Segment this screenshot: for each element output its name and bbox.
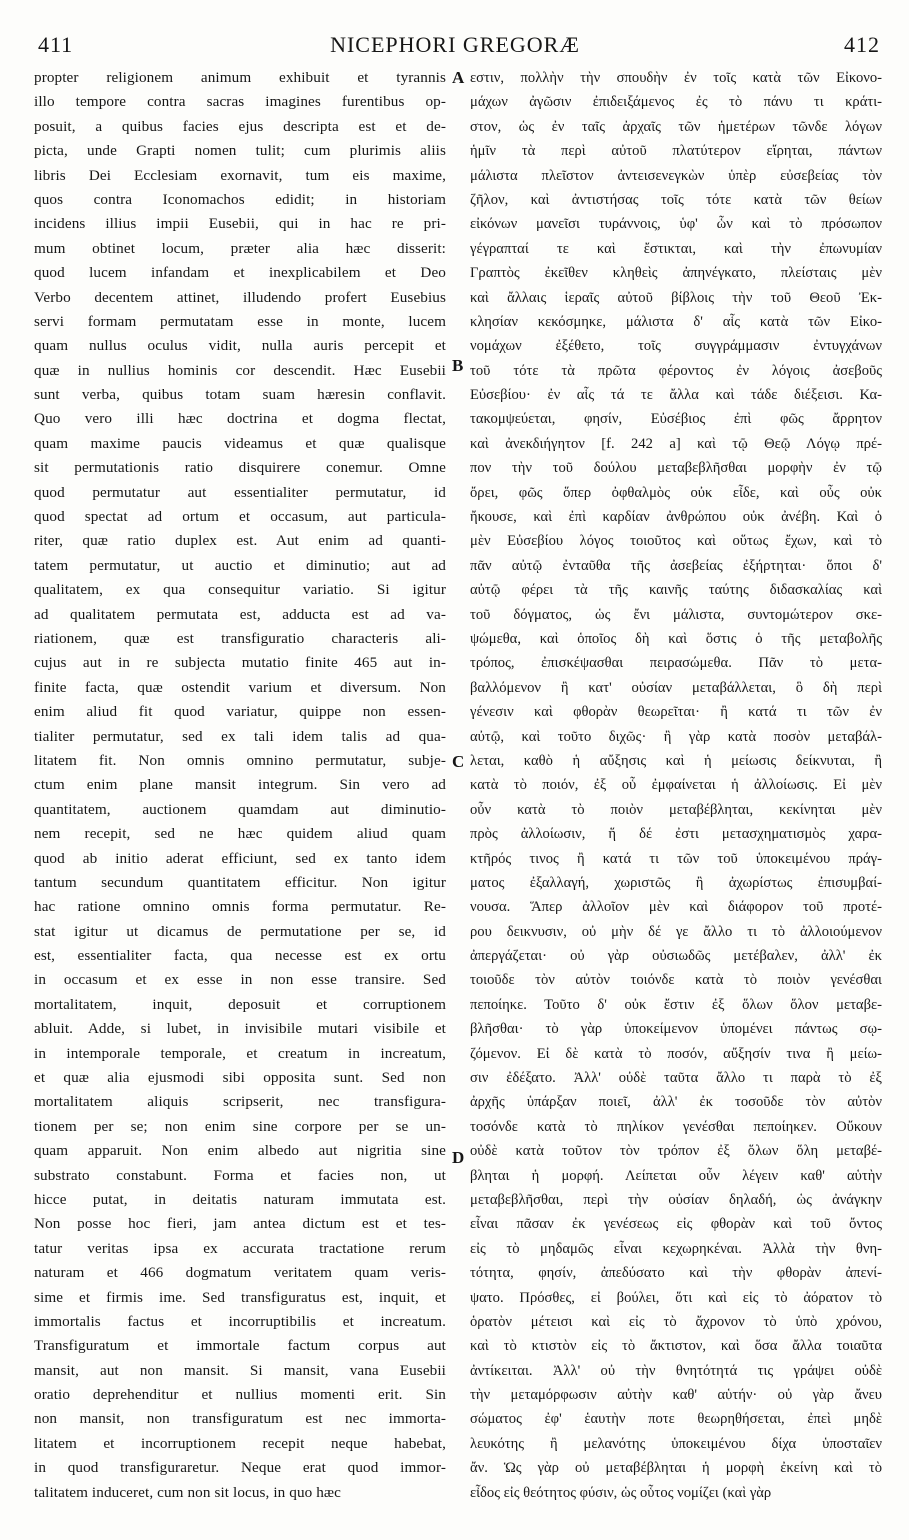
text-line: sit permutationis ratio disquirere conemur. Omne (34, 459, 446, 477)
text-line: βαλλόμενον ἢ κατ' οὐσίαν μεταβάλλεται, ὃ δὴ περὶ (470, 679, 882, 696)
text-line: quod spectat ad ortum et occasum, aut particula- (34, 508, 446, 526)
text-line: στον, ὡς ἐν ταῖς ἀρχαῖς τῶν ἡμετέρων τῶνδε λόγων (470, 118, 882, 135)
text-line: quam maxime paucis videamus et quæ qualisque (34, 434, 446, 452)
text-line: ἤκουσε, καὶ ἐπὶ καρδίαν ἀνθρώπου οὐκ ἀνέβη. Καὶ ὁ (470, 509, 882, 526)
text-line: in intemporale temporale, et creatum in increatum, (34, 1044, 446, 1062)
text-line: κατὰ τὸ ποιόν, ἐξ οὗ ἐμφαίνεται ἡ ἀλλοίωσις. Εἰ μὲν (470, 777, 882, 794)
text-line: picta, unde Grapti nomen tulit; cum plurimis aliis (34, 142, 446, 160)
text-line: sunt verba, quibus totam suam hæresin conflavit. (34, 386, 446, 404)
text-line: τότητα, φησίν, ἀπεδύσατο καὶ τὴν φθορὰν ἀπενί- (470, 1265, 882, 1282)
margin-letter-d: D (452, 1148, 465, 1167)
text-line: abluit. Adde, si lubet, in invisibile mutari visibile et (34, 1020, 446, 1038)
text-line: Quo vero illi hæc doctrina et dogma flectat, (34, 410, 446, 428)
text-line: εστιν, πολλὴν τὴν σπουδὴν ἐν τοῖς κατὰ τῶν Εἰκονο- (470, 70, 882, 86)
text-line: σώματος ἐφ' ἑαυτὴν ποτε θεωρηθήσεται, ἐπεὶ μηδὲ (470, 1411, 882, 1428)
text-line: et quæ alia ejusmodi sibi opposita sunt. Sed non (34, 1069, 446, 1087)
text-line: μάλιστα πλεῖστον ἀντεισενεγκὼν ὑπὲρ εὐσεβείας τὸν (470, 167, 882, 184)
text-line: cujus aut in re subjecta mutatio finite 465 aut in- (34, 654, 446, 672)
text-line: τοῦ τότε τὰ πρῶτα φέροντος ἐν λόγοις ἀσεβοῦς (470, 362, 882, 379)
text-line: est, essentialiter facta, qua necesse est ex ortu (34, 947, 446, 965)
text-line: tatem permutatur, ut auctio et diminutio; aut ad (34, 556, 446, 574)
text-line: ὁρατὸν μέτεισι καὶ εἰς τὸ ἄχρονον τὸ ὑπὸ χρόνου, (470, 1313, 882, 1330)
text-line: ἀπεργάζεται· οὐ γὰρ οὐσιωδῶς μετέβαλεν, ἀλλ' ἐκ (470, 948, 882, 965)
text-line: αὐτῷ φέρει τὰ τῆς καινῆς ταύτης διδασκαλίας καὶ (470, 582, 882, 599)
text-line: μεταβεβλῆσθαι, περὶ τὴν οὐσίαν δηλαδή, ὡς ἀνάγκην (470, 1191, 882, 1208)
text-line: litatem et incorruptionem recepit neque habebat, (34, 1434, 446, 1452)
text-line: τοιοῦδε τὸν αὐτὸν τοιόνδε κατὰ τὸ ποιὸν γενέσθαι (470, 972, 882, 989)
text-line: mum obtinet locum, præter alia hæc disserit: (34, 239, 446, 257)
text-line: sime et firmis ime. Sed transfiguratus est, inquit, et (34, 1288, 446, 1306)
text-line: qualitatem, ex qua consequitur variatio. Si igitur (34, 581, 446, 599)
text-line: quam apparuit. Non enim albedo aut nigritia sine (34, 1142, 446, 1160)
text-line: τοσόνδε κατὰ τὸ πηλίκον γενέσθαι πεποίηκεν. Οὔκουν (470, 1118, 882, 1135)
text-line: καὶ ἄλλαις ἱεραῖς αὐτοῦ βίβλοις τὴν τοῦ Θεοῦ Ἐκ- (470, 289, 882, 306)
text-line: litatem fit. Non omnis omnino permutatur, subje- (34, 751, 446, 769)
text-line: πᾶν αὐτῷ ἐνταῦθα τῆς ἀσεβείας ἐξήρτηται· ὅποι δ' (470, 557, 882, 574)
text-line: Γραπτὸς ἐκεῖθεν κληθεὶς ἀπηνέγκατο, πλείσταις μὲν (470, 265, 882, 282)
text-line: quantitatem, auctionem quamdam aut diminutio- (34, 800, 446, 818)
text-line: πον τὴν τοῦ δούλου μεταβεβλῆσθαι μορφὴν ἐν τῷ (470, 460, 882, 477)
text-line: εἶδος εἰς θεότητος φύσιν, ὡς οὗτος νομίζει (καὶ γὰρ (470, 1484, 772, 1501)
text-line: ματος ἐξαλλαγή, χωριστῶς ἢ ἀχωρίστως ἐπισυμβαί- (470, 874, 882, 891)
text-line: talitatem induceret, cum non sit locus, in quo hæc (34, 1483, 341, 1501)
text-line: τοῦ δόγματος, ὡς ἔνι μάλιστα, συντομώτερον σκε- (470, 606, 882, 623)
text-line: βλῆσθαι· τὸ γὰρ ὑποκείμενον ὑπομένει πάντως σῳ- (470, 1021, 882, 1038)
text-line: ψώμεθα, καὶ ὁποῖος δὴ καὶ ὅστις ὁ τῆς μεταβολῆς (470, 630, 882, 647)
text-line: posuit, a quibus facies ejus descripta est et de- (34, 117, 446, 135)
text-line: γένεσιν καὶ φθορὰν θεωρεῖται· ἢ κατά τι τῶν ἐν (470, 704, 882, 721)
text-line: enim aliud fit quod variatur, quippe non essen- (34, 703, 446, 721)
text-line: ζόμενον. Εἰ δὲ κατὰ τὸ ποσόν, αὔξησίν τινα ἢ μείω- (470, 1045, 882, 1062)
text-line: λεται, καθὸ ἡ αὔξησις καὶ ἡ μείωσις δείκνυται, ἢ (470, 752, 882, 769)
text-line: ἄν. Ὡς γὰρ οὐ μεταβέβληται ἡ μορφὴ ἐκείνη καὶ τὸ (470, 1460, 882, 1477)
text-line: ὄρει, φῶς ὅπερ ὀφθαλμὸς οὐκ εἶδε, καὶ οὖς οὐκ (470, 484, 882, 501)
text-line: tantum secundum quantitatem efficitur. Non igitur (34, 873, 446, 891)
text-line: mansit, aut non mansit. Si mansit, vana Eusebii (34, 1361, 446, 1379)
text-line: nem recepit, sed ne hæc quidem aliud quam (34, 825, 446, 843)
page-number-left: 411 (38, 32, 74, 57)
text-line: εἶναι πᾶσαν ἐκ γενέσεως εἰς φθορὰν καὶ τοῦ ὄντος (470, 1216, 882, 1233)
text-line: ctum enim plane mansit integrum. Sin vero ad (34, 776, 446, 794)
text-line: oratio deprehenditur et nullius momenti erit. Sin (34, 1386, 446, 1404)
text-line: τρόπος, ἐπισκέψασθαι πειρασώμεθα. Πᾶν τὸ μετα- (470, 655, 882, 672)
text-line: riter, quæ ratio duplex est. Aut enim ad quanti- (34, 532, 446, 550)
text-line: ἀρχῆς ὑπάρξαν ποιεῖ, ἀλλ' ἐκ τοσοῦδε τὸν αὐτὸν (470, 1094, 882, 1111)
margin-letter-a: A (452, 68, 465, 87)
text-line: finite facta, quæ ostendit varium et diversum. Non (34, 678, 446, 696)
text-line: tionem per se; non enim sine corpore per se un- (34, 1117, 446, 1135)
text-line: ρου δεικνυσιν, οὐ μὴν δέ γε ἄλλο τι τὸ ἀλλοιούμενον (470, 923, 882, 940)
latin-column (34, 66, 446, 1505)
running-title: NICEPHORI GREGORÆ (330, 32, 580, 57)
text-line: mortalitatem, inquit, deposuit et corruptionem (34, 995, 446, 1013)
text-line: hicce putat, in deitatis naturam immutata est. (34, 1190, 446, 1208)
text-line: ψατο. Πρόσθες, εἰ βούλει, ὅτι καὶ εἰς τὸ ἀόρατον τὸ (470, 1289, 882, 1306)
text-line: πεποίηκε. Τοῦτο δ' οὐκ ἔστιν ἐξ ὅλων ὅλον μεταβε- (470, 996, 882, 1013)
text-line: substrato constabunt. Forma et facies non, ut (34, 1166, 446, 1184)
text-line: tatur veritas ipsa ex accurata tractatione rerum (34, 1239, 446, 1257)
text-line: tialiter permutatur, sed ex tali idem talis ad qua- (34, 727, 446, 745)
text-line: quod permutatur aut essentialiter permutatur, id (34, 483, 446, 501)
text-line: κλησίαν κεκόσμηκε, μάλιστα δ' αἷς κατὰ τῶν Εἰκο- (470, 313, 882, 330)
text-line: οὐδὲ κατὰ τοῦτον τὸν τρόπον ἐξ ὅλων ὅλη μεταβέ- (470, 1143, 882, 1160)
page-number-right: 412 (844, 32, 880, 57)
text-line: in occasum et ex esse in non esse transire. Sed (34, 971, 446, 989)
text-line: propter religionem animum exhibuit et tyrannis (34, 69, 446, 86)
text-line: εἰκόνων μανεῖσι τυράννοις, ὑφ' ὧν καὶ τὸ πρόσωπον (470, 216, 882, 233)
text-line: immortalis factus et incorruptibilis et increatum. (34, 1312, 446, 1330)
text-line: stat igitur ut dicamus de permutatione per se, id (34, 922, 446, 940)
text-line: γέγραπταί τε καὶ ἔστικται, καὶ τὴν ἐπωνυμίαν (470, 240, 882, 257)
text-line: quod lucem infandam et inexplicabilem et Deo (34, 264, 446, 282)
text-line: καὶ τὸ κτιστὸν εἰς τὸ ἄκτιστον, καὶ ὅσα ἄλλα τοιαῦτα (470, 1338, 882, 1355)
text-line: νουσα. Ἅπερ ἀλλοῖον μὲν καὶ διάφορον τοῦ προτέ- (470, 899, 882, 916)
text-line: λευκότης ἢ μελανότης ὑποκειμένου δίχα ὑποσταῖεν (470, 1435, 882, 1452)
text-line: non mansit, non transfiguratum est nec immorta- (34, 1410, 446, 1428)
text-line: riationem, quæ est transfiguratio characteris ali- (34, 629, 446, 647)
text-line: Εὐσεβίου· ἐν αἷς τά τε ἄλλα καὶ τάδε διέξεισι. Κα- (470, 387, 882, 404)
text-line: illo tempore contra sacras imagines furentibus op- (34, 93, 446, 111)
text-line: libris Dei Ecclesiam exornavit, tum eis maxime, (34, 166, 446, 184)
text-line: τακομψεύεται, φησίν, Εὐσέβιος ἐπὶ φῶς ἄρρητον (470, 411, 882, 428)
running-header (30, 32, 880, 62)
greek-column (470, 66, 882, 1505)
text-line: καὶ ἀνεκδιήγητον [f. 242 a] καὶ τῷ Θεῷ Λόγῳ πρέ- (470, 435, 882, 452)
text-line: quod ab initio aderat efficiunt, sed ex tanto idem (34, 849, 446, 867)
text-line: αὐτῷ, καὶ τοῦτο διχῶς· ἢ γὰρ κατὰ ποσὸν μεταβάλ- (470, 728, 882, 745)
text-line: Transfiguratum et immortale factum corpus aut (34, 1337, 446, 1355)
text-line: ζῆλον, καὶ ἀντιστήσας τοῖς τότε κατὰ τῶν θείων (470, 191, 882, 208)
text-line: μὲν Εὐσεβίου λόγος τοιοῦτος καὶ οὕτως ἔχων, καὶ τὸ (470, 533, 882, 550)
text-line: βληται ἡ μορφή. Λείπεται οὖν λέγειν καθ' αὑτὴν (470, 1167, 882, 1184)
text-line: σιν ἐδέξατο. Ἀλλ' οὐδὲ ταῦτα ἄλλο τι παρὰ τὸ ἐξ (470, 1070, 882, 1087)
text-line: naturam et 466 dogmatum veritatem quam veris- (34, 1264, 446, 1282)
text-line: in quod transfiguraretur. Neque erat quod immor- (34, 1459, 446, 1477)
text-line: Verbo decentem attinet, illudendo profert Eusebius (34, 288, 446, 306)
text-line: μάχων ἀγῶσιν ἐπιδειξάμενος ἐς τὸ πάνυ τι κράτι- (470, 94, 882, 111)
margin-letter-b: B (452, 356, 464, 375)
text-line: νομάχων ἐξέθετο, τοῖς συγγράμμασιν ἐντυγχάνων (470, 338, 882, 355)
text-line: οὖν κατὰ τὸ ποιὸν μεταβέβληται, κεκίνηται μὲν (470, 801, 882, 818)
text-line: κτῆρός τινος ἢ κατά τι τῶν τοῦ ὑποκειμένου πράγ- (470, 850, 882, 867)
text-line: servi formam permutatam esse in monte, lucem (34, 312, 446, 330)
text-line: mortalitatem aliquis scripserit, nec transfigura- (34, 1093, 446, 1111)
text-line: πρὸς ἀλλοίωσιν, ἥ δέ ἐστι μετασχηματισμὸς χαρα- (470, 826, 882, 843)
text-line: hac ratione omnino omnis forma permutatur. Re- (34, 898, 446, 916)
text-line: τὴν μεταμόρφωσιν αὐτὴν καθ' αὑτήν· οὐ γὰρ ἄνευ (470, 1387, 882, 1404)
margin-letter-c: C (452, 752, 465, 771)
text-line: quam nullus oculus vidit, nulla auris percepit et (34, 337, 446, 355)
text-line: ἡμῖν τὰ περὶ αὐτοῦ πλατύτερον εἴρηται, πάντων (470, 143, 882, 160)
text-line: εἰς τὸ μηδαμῶς εἶναι κεχωρηκέναι. Ἀλλὰ τὴν θνη- (470, 1240, 882, 1257)
text-line: incidens illius impii Eusebii, qui in hac re pri- (34, 215, 446, 233)
text-line: ἀντίκειται. Ἀλλ' οὐ τὴν θνητότητά τις γράψει οὐδὲ (470, 1362, 882, 1379)
text-line: quæ in nullius hominis cor descendit. Hæc Eusebii (34, 361, 446, 379)
text-line: Non posse hoc fieri, jam antea dictum est et tes- (34, 1215, 446, 1233)
text-line: quos contra Iconomachos edidit; in historiam (34, 190, 446, 208)
text-line: ad qualitatem permutata est, adducta est ad va- (34, 605, 446, 623)
